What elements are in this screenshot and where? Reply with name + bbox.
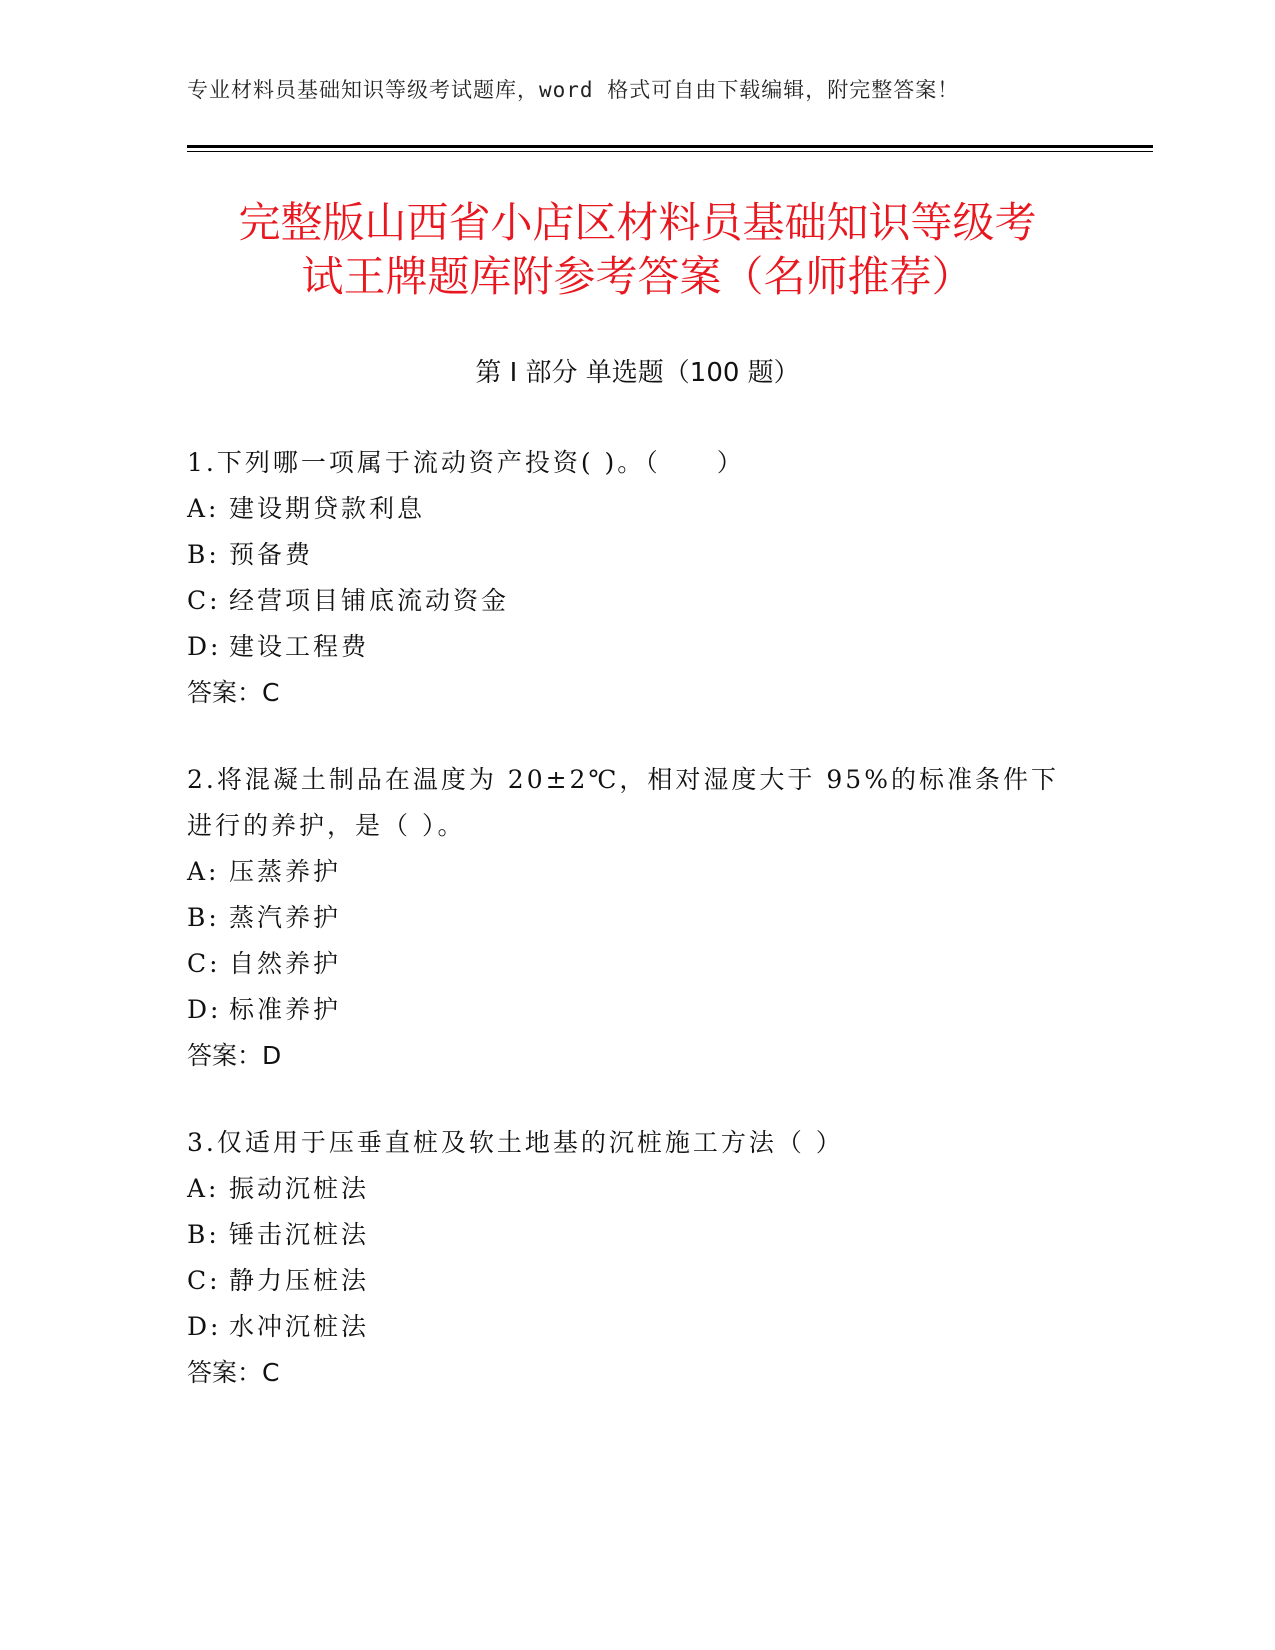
document-title-line-1: 完整版山西省小店区材料员基础知识等级考	[238, 198, 1037, 247]
option-b	[187, 895, 1087, 941]
option-key: A:	[187, 1174, 220, 1203]
option-key: B:	[187, 1220, 220, 1249]
option-key: D:	[187, 995, 222, 1024]
question-stem: 1.下列哪一项属于流动资产投资( )。（ ）	[187, 448, 745, 477]
option-text: 振动沉桩法	[229, 1174, 370, 1203]
option-text: 建设工程费	[229, 632, 370, 661]
option-a	[187, 486, 1087, 532]
question-stem: 2.将混凝土制品在温度为 20±2℃，相对湿度大于 95%的标准条件下进行的养护，是（ ）。	[187, 765, 1059, 840]
answer: 答案：D	[187, 1041, 282, 1070]
option-text: 经营项目铺底流动资金	[229, 586, 510, 615]
option-text: 建设期贷款利息	[229, 494, 426, 523]
option-text: 静力压桩法	[229, 1266, 370, 1295]
option-text: 压蒸养护	[229, 857, 342, 886]
option-text: 预备费	[229, 540, 314, 569]
option-text: 蒸汽养护	[229, 903, 342, 932]
option-text: 自然养护	[229, 949, 342, 978]
option-c	[187, 941, 1087, 987]
answer: 答案：C	[187, 1358, 280, 1387]
option-text: 标准养护	[229, 995, 342, 1024]
option-c	[187, 1258, 1087, 1304]
option-key: C:	[187, 586, 221, 615]
option-key: B:	[187, 903, 220, 932]
option-key: A:	[187, 857, 220, 886]
option-a	[187, 1166, 1087, 1212]
option-key: C:	[187, 949, 221, 978]
option-key: C:	[187, 1266, 221, 1295]
question-stem: 3.仅适用于压垂直桩及软土地基的沉桩施工方法（ ）	[187, 1128, 844, 1157]
option-key: A:	[187, 494, 220, 523]
option-b	[187, 532, 1087, 578]
question-list	[187, 440, 1087, 1437]
option-d	[187, 987, 1087, 1033]
option-d	[187, 1304, 1087, 1350]
section-title: 第 I 部分 单选题（100 题）	[475, 358, 800, 388]
header-note: 专业材料员基础知识等级考试题库，word 格式可自由下载编辑，附完整答案！	[187, 78, 960, 102]
answer: 答案：C	[187, 678, 280, 707]
option-d	[187, 624, 1087, 670]
header-rule-thin	[187, 151, 1153, 152]
document-title-line-2: 试王牌题库附参考答案（名师推荐）	[301, 252, 974, 301]
option-b	[187, 1212, 1087, 1258]
option-text: 锤击沉桩法	[229, 1220, 370, 1249]
question-3	[187, 1120, 1087, 1396]
option-key: D:	[187, 632, 222, 661]
option-a	[187, 849, 1087, 895]
option-key: D:	[187, 1312, 222, 1341]
document-title	[150, 196, 1125, 304]
question-2	[187, 757, 1087, 1079]
question-1	[187, 440, 1087, 716]
header-rule-thick	[187, 145, 1153, 148]
option-key: B:	[187, 540, 220, 569]
option-c	[187, 578, 1087, 624]
option-text: 水冲沉桩法	[229, 1312, 370, 1341]
